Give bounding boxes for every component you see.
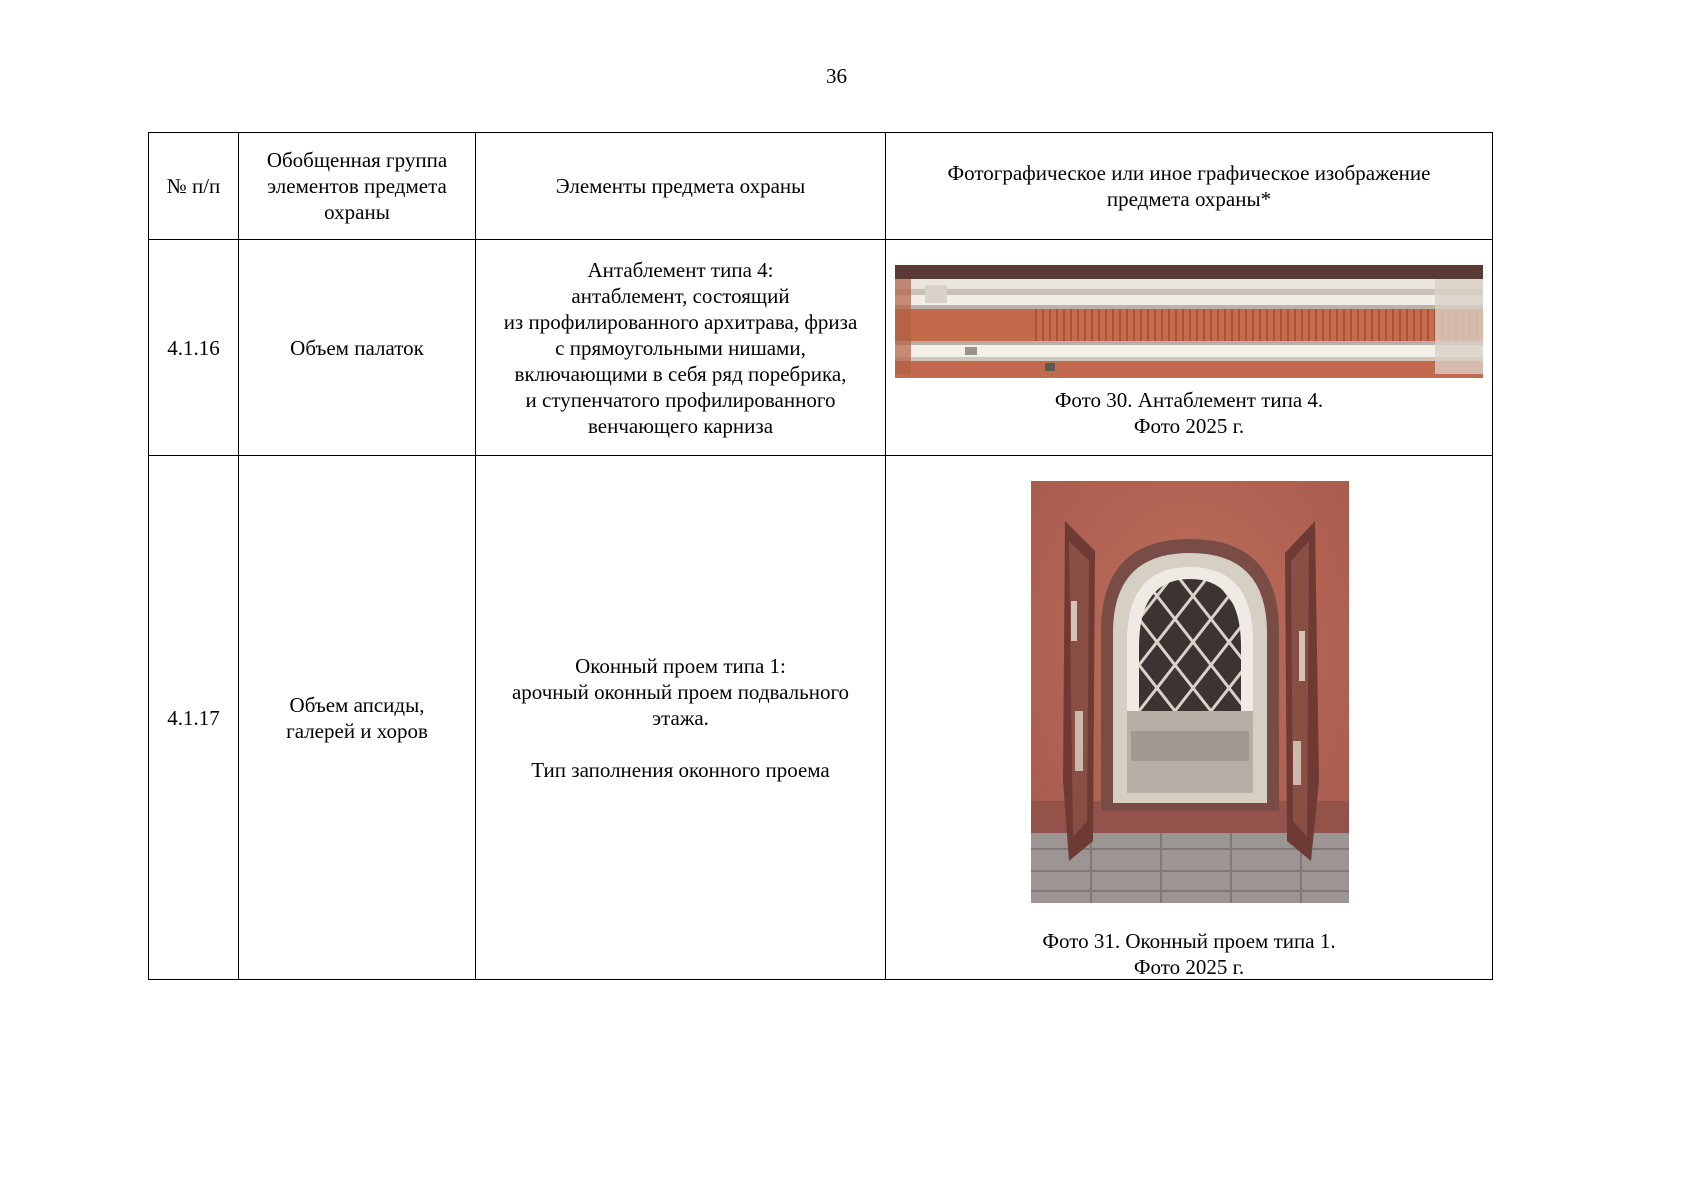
entablature-photo bbox=[895, 265, 1483, 378]
page-number: 36 bbox=[826, 64, 847, 88]
header-num: № п/п bbox=[149, 133, 239, 240]
row-photo-cell bbox=[886, 240, 1493, 456]
photo-caption: Фото 30. Антаблемент типа 4. Фото 2025 г. bbox=[1054, 388, 1324, 438]
photo-caption: Фото 31. Оконный проем типа 1. Фото 2025 г. bbox=[1042, 929, 1336, 979]
row-photo-cell bbox=[886, 456, 1493, 980]
window-photo bbox=[1031, 481, 1349, 903]
table-row bbox=[149, 456, 1493, 980]
table-header-row bbox=[149, 133, 1493, 240]
row-group: Объем палаток bbox=[239, 240, 476, 456]
header-photo: Фотографическое или иное графическое изображение предмета охраны* bbox=[886, 133, 1493, 240]
row-num: 4.1.16 bbox=[149, 240, 239, 456]
row-elements: Оконный проем типа 1: арочный оконный проем подвального этажа. Тип заполнения оконного проема bbox=[476, 456, 886, 980]
row-group: Объем апсиды, галерей и хоров bbox=[239, 456, 476, 980]
row-num: 4.1.17 bbox=[149, 456, 239, 980]
header-group: Обобщенная группа элементов предмета охраны bbox=[239, 133, 476, 240]
table-row bbox=[149, 240, 1493, 456]
header-elements: Элементы предмета охраны bbox=[476, 133, 886, 240]
protection-elements-table bbox=[148, 132, 1493, 980]
row-elements: Антаблемент типа 4: антаблемент, состоящий из профилированного архитрава, фриза с прямоугольными нишами, включающими в себя ряд поребрика, и ступенчатого профилированного венчающего карниза bbox=[476, 240, 886, 456]
